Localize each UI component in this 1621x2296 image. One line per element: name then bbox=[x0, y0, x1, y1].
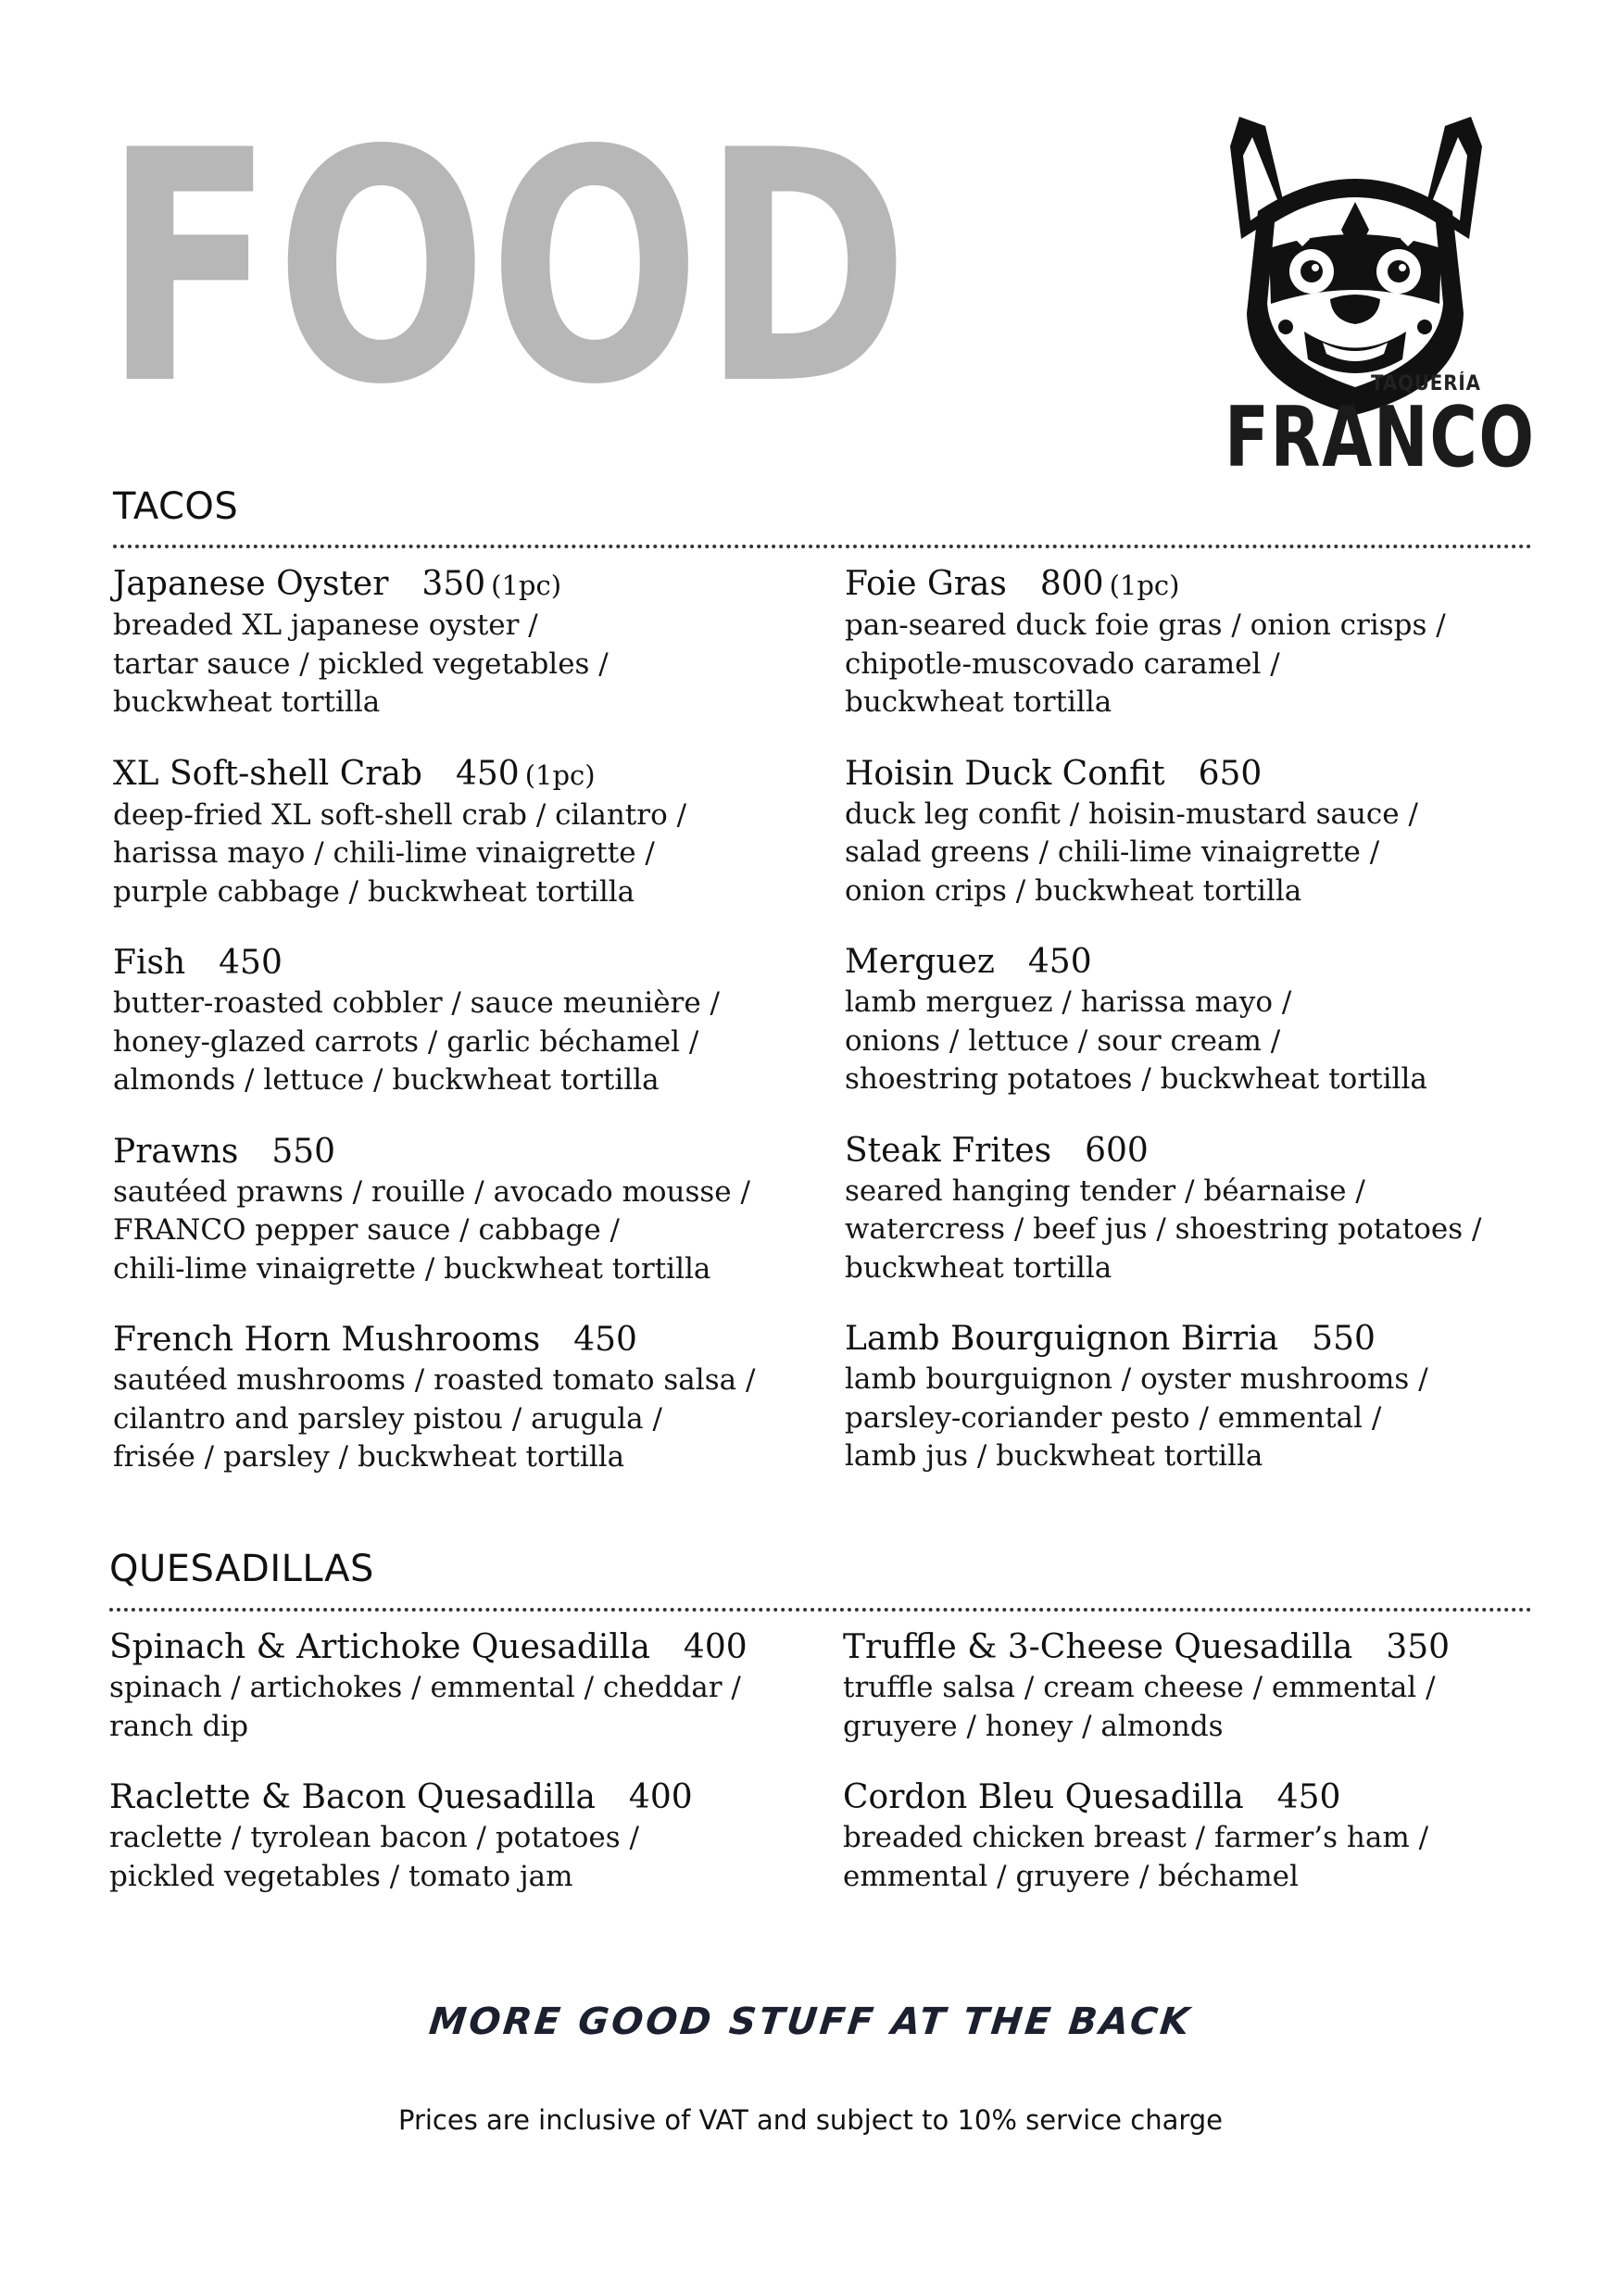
menu-item bbox=[113, 1131, 817, 1289]
menu-item bbox=[109, 1776, 813, 1896]
tacos-left-column bbox=[113, 563, 817, 1508]
menu-item bbox=[845, 1318, 1549, 1476]
tacos-right-column bbox=[845, 563, 1549, 1507]
menu-item-description: truffle salsa / cream cheese / emmental / gruyere / honey / almonds bbox=[843, 1671, 1436, 1743]
menu-item bbox=[845, 1130, 1549, 1288]
menu-item-description: duck leg confit / hoisin-mustard sauce / salad greens / chili-lime vinaigrette / onion crips / buckwheat tortilla bbox=[845, 797, 1418, 908]
menu-item-name: Truffle & 3-Cheese Quesadilla bbox=[843, 1628, 1353, 1666]
menu-item-price: 550 bbox=[271, 1132, 336, 1171]
menu-item-heading bbox=[843, 1776, 1547, 1819]
tagline: MORE GOOD STUFF AT THE BACK bbox=[427, 2001, 1194, 2043]
menu-item-price: 450 bbox=[1027, 943, 1092, 981]
menu-item bbox=[845, 563, 1549, 722]
section-title-tacos: TACOS bbox=[113, 485, 239, 528]
menu-item-name: Merguez bbox=[845, 943, 995, 981]
service-charge-note: Prices are inclusive of VAT and subject to 10% service charge bbox=[397, 2104, 1224, 2136]
menu-item bbox=[113, 1319, 817, 1477]
menu-item-name: Fish bbox=[113, 944, 186, 982]
menu-item-name: Foie Gras bbox=[845, 565, 1007, 603]
menu-item-name: Prawns bbox=[113, 1132, 239, 1171]
menu-item-heading bbox=[113, 942, 817, 985]
page-title: FOOD bbox=[104, 83, 911, 455]
menu-item-price: 350 bbox=[1386, 1628, 1451, 1666]
menu-item-price: 350 bbox=[421, 565, 486, 603]
menu-item-description: sautéed prawns / rouille / avocado mousse / FRANCO pepper sauce / cabbage / chili-lime vinaigrette / buckwheat tortilla bbox=[113, 1174, 750, 1286]
menu-item-heading bbox=[845, 1318, 1549, 1361]
section-divider bbox=[113, 545, 1532, 548]
menu-item bbox=[843, 1776, 1547, 1896]
menu-item-price: 450 bbox=[219, 944, 283, 982]
menu-item-name: Lamb Bourguignon Birria bbox=[845, 1320, 1279, 1358]
menu-item-description: lamb merguez / harissa mayo / onions / lettuce / sour cream / shoestring potatoes / buckwheat tortilla bbox=[845, 985, 1427, 1096]
menu-item-price: 600 bbox=[1085, 1131, 1149, 1170]
section-title-quesadillas: QUESADILLAS bbox=[109, 1548, 374, 1590]
section-divider bbox=[109, 1608, 1532, 1612]
menu-item-name: Cordon Bleu Quesadilla bbox=[843, 1778, 1244, 1816]
menu-item-heading bbox=[113, 1319, 817, 1361]
menu-item-name: Steak Frites bbox=[845, 1131, 1052, 1170]
menu-item-description: breaded chicken breast / farmer’s ham / emmental / gruyere / béchamel bbox=[843, 1821, 1429, 1893]
menu-item-heading bbox=[845, 1130, 1549, 1173]
menu-item-description: breaded XL japanese oyster / tartar sauce / pickled vegetables / buckwheat tortilla bbox=[113, 609, 609, 719]
menu-item-heading bbox=[113, 1131, 817, 1173]
logo-subtitle: TAQUERÍA bbox=[1371, 372, 1481, 395]
menu-item-price: 450 bbox=[455, 754, 520, 793]
menu-item-description: lamb bourguignon / oyster mushrooms / parsley-coriander pesto / emmental / lamb jus / buckwheat tortilla bbox=[845, 1362, 1428, 1473]
menu-item-name: Spinach & Artichoke Quesadilla bbox=[109, 1628, 650, 1666]
menu-item-price: 450 bbox=[1276, 1778, 1341, 1816]
menu-item bbox=[845, 753, 1549, 911]
menu-item-description: sautéed mushrooms / roasted tomato salsa / cilantro and parsley pistou / arugula / frisée / parsley / buckwheat tortilla bbox=[113, 1363, 756, 1474]
menu-item-description: raclette / tyrolean bacon / potatoes / pickled vegetables / tomato jam bbox=[109, 1821, 639, 1893]
menu-item-price: 400 bbox=[683, 1628, 748, 1666]
quesadillas-left-column bbox=[109, 1626, 813, 1926]
menu-item-quantity: (1pc) bbox=[491, 570, 562, 601]
menu-item-heading bbox=[845, 563, 1549, 607]
menu-item-heading bbox=[109, 1776, 813, 1819]
menu-item-heading bbox=[113, 563, 817, 607]
menu-item bbox=[113, 942, 817, 1100]
menu-item bbox=[845, 941, 1549, 1099]
menu-item-name: Hoisin Duck Confit bbox=[845, 754, 1165, 793]
menu-item-description: deep-fried XL soft-shell crab / cilantro / harissa mayo / chili-lime vinaigrette / purple cabbage / buckwheat tortilla bbox=[113, 797, 687, 909]
menu-item-price: 650 bbox=[1198, 754, 1263, 793]
menu-item-name: XL Soft-shell Crab bbox=[113, 754, 422, 793]
menu-item-quantity: (1pc) bbox=[1109, 570, 1180, 601]
menu-item-description: butter-roasted cobbler / sauce meunière / honey-glazed carrots / garlic béchamel / almonds / lettuce / buckwheat tortilla bbox=[113, 986, 720, 1097]
menu-item-price: 450 bbox=[573, 1321, 637, 1359]
menu-item-name: Raclette & Bacon Quesadilla bbox=[109, 1778, 596, 1816]
menu-item-name: French Horn Mushrooms bbox=[113, 1321, 541, 1359]
menu-item-heading bbox=[843, 1626, 1547, 1669]
menu-item-price: 550 bbox=[1312, 1320, 1376, 1358]
menu-item-price: 400 bbox=[628, 1778, 693, 1816]
menu-item-heading bbox=[845, 753, 1549, 796]
menu-item-quantity: (1pc) bbox=[524, 759, 596, 791]
logo-name: FRANCO bbox=[1225, 389, 1536, 486]
quesadillas-right-column bbox=[843, 1626, 1547, 1926]
menu-item-heading bbox=[113, 753, 817, 797]
menu-item-description: pan-seared duck foie gras / onion crisps / chipotle-muscovado caramel / buckwheat tortilla bbox=[845, 609, 1446, 719]
menu-item-name: Japanese Oyster bbox=[113, 565, 389, 603]
menu-item bbox=[109, 1626, 813, 1746]
menu-item-heading bbox=[845, 941, 1549, 984]
menu-item bbox=[843, 1626, 1547, 1746]
menu-item bbox=[113, 563, 817, 722]
menu-item-description: spinach / artichokes / emmental / cheddar / ranch dip bbox=[109, 1671, 741, 1743]
menu-item-description: seared hanging tender / béarnaise / watercress / beef jus / shoestring potatoes / buckwheat tortilla bbox=[845, 1173, 1482, 1285]
menu-item bbox=[113, 753, 817, 912]
menu-item-heading bbox=[109, 1626, 813, 1669]
menu-item-price: 800 bbox=[1039, 565, 1104, 603]
